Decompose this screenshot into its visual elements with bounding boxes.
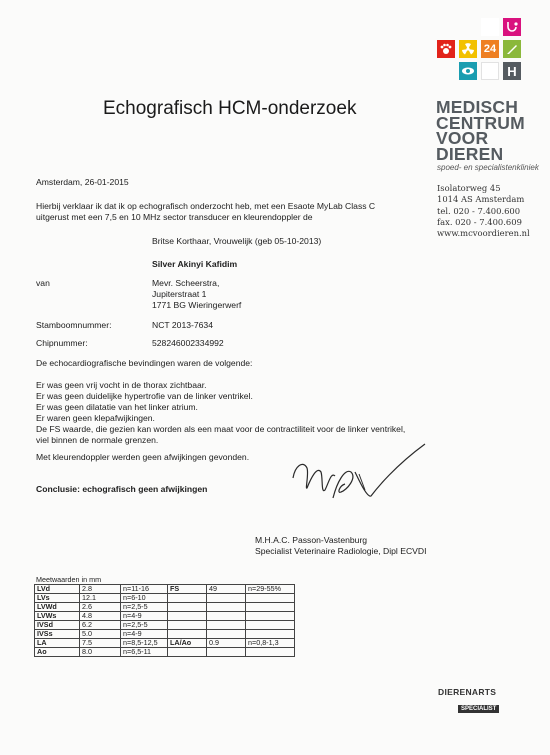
pedigree-label: Stamboomnummer: <box>36 320 112 330</box>
intro-line: Hierbij verklaar ik dat ik op echografisch onderzocht heb, met een Esaote MyLab Class C <box>36 201 376 211</box>
table-cell: 0.9 <box>207 639 246 648</box>
footer-logo-main: DIERENARTS <box>438 687 497 697</box>
table-cell: LVs <box>35 594 80 603</box>
table-cell: n=4-9 <box>121 612 168 621</box>
table-row <box>35 621 295 630</box>
table-cell <box>168 594 207 603</box>
table-cell <box>207 603 246 612</box>
signer-name: M.H.A.C. Passon-Vastenburg <box>255 535 368 545</box>
table-cell <box>168 648 207 657</box>
chip-value: 528246002334992 <box>152 338 224 348</box>
table-row <box>35 594 295 603</box>
table-caption: Meetwaarden in mm <box>36 575 102 584</box>
tile-h: H <box>503 62 521 80</box>
table-cell: 2.6 <box>80 603 121 612</box>
table-row <box>35 585 295 594</box>
finding-item: Er waren geen klepafwijkingen. <box>36 413 155 423</box>
clinic-name-line: MEDISCH <box>436 97 519 117</box>
table-cell: n=11-16 <box>121 585 168 594</box>
table-cell: LA/Ao <box>168 639 207 648</box>
place-date: Amsterdam, 26-01-2015 <box>36 177 129 187</box>
table-cell <box>246 648 295 657</box>
table-cell <box>207 612 246 621</box>
table-cell <box>168 603 207 612</box>
table-cell: 8.0 <box>80 648 121 657</box>
signer-title: Specialist Veterinaire Radiologie, Dipl ECVDI <box>255 546 427 556</box>
intro-line: uitgerust met een 7,5 en 10 MHz sector transducer en kleurendoppler de <box>36 212 313 222</box>
clinic-name <box>436 97 525 164</box>
owner-name: Mevr. Scheerstra, <box>152 278 220 288</box>
handwritten-signature <box>285 438 445 523</box>
finding-item: Er was geen dilatatie van het linker atrium. <box>36 402 198 412</box>
table-cell: 5.0 <box>80 630 121 639</box>
address-line: 1014 AS Amsterdam <box>437 194 525 205</box>
fax-line: fax. 020 - 7.400.609 <box>437 216 522 227</box>
phone-line: tel. 020 - 7.400.600 <box>437 205 521 216</box>
table-row <box>35 603 295 612</box>
table-cell <box>207 648 246 657</box>
stethoscope-icon <box>503 18 521 36</box>
table-cell: 6.2 <box>80 621 121 630</box>
pedigree-value: NCT 2013-7634 <box>152 320 213 330</box>
document-title: Echografisch HCM-onderzoek <box>103 98 357 119</box>
clinic-name-line: CENTRUM <box>436 112 525 133</box>
findings-intro: De echocardiografische bevindingen waren de volgende: <box>36 358 253 368</box>
website-line: www.mcvoordieren.nl <box>437 228 530 239</box>
empty-tile <box>481 62 499 80</box>
table-cell <box>207 594 246 603</box>
table-cell: LVd <box>35 585 80 594</box>
eye-icon <box>459 62 477 80</box>
table-row <box>35 612 295 621</box>
table-cell <box>246 612 295 621</box>
scalpel-icon <box>503 40 521 58</box>
table-cell <box>246 603 295 612</box>
conclusion: Conclusie: echografisch geen afwijkingen <box>36 484 208 494</box>
owner-street: Jupiterstraat 1 <box>152 289 207 299</box>
table-cell <box>168 621 207 630</box>
empty-tile <box>481 18 499 36</box>
address-line: Isolatorweg 45 <box>437 183 501 193</box>
table-cell: 2.8 <box>80 585 121 594</box>
table-cell: 49 <box>207 585 246 594</box>
clinic-address <box>437 183 530 239</box>
table-cell: n=8,5-12,5 <box>121 639 168 648</box>
table-cell: n=6-10 <box>121 594 168 603</box>
owner-label: van <box>36 278 50 288</box>
table-cell <box>246 594 295 603</box>
table-cell: FS <box>168 585 207 594</box>
findings-list <box>36 380 405 446</box>
table-cell: n=6,5-11 <box>121 648 168 657</box>
table-row <box>35 639 295 648</box>
table-cell <box>207 621 246 630</box>
table-cell: Ao <box>35 648 80 657</box>
doppler-line: Met kleurendoppler werden geen afwijkingen gevonden. <box>36 452 250 462</box>
table-row <box>35 648 295 657</box>
table-cell: LVWd <box>35 603 80 612</box>
clinic-logo <box>437 18 521 102</box>
table-cell <box>246 621 295 630</box>
table-cell: IVSs <box>35 630 80 639</box>
clinic-name-line: DIEREN <box>436 143 504 164</box>
measurements-table <box>34 584 295 657</box>
table-cell <box>168 612 207 621</box>
table-cell: n=2,5-5 <box>121 621 168 630</box>
owner-city: 1771 BG Wieringerwerf <box>152 300 242 310</box>
table-cell: n=2,5-5 <box>121 603 168 612</box>
table-cell: 12.1 <box>80 594 121 603</box>
finding-item: Er was geen duidelijke hypertrofie van de linker ventrikel. <box>36 391 253 401</box>
table-cell: LA <box>35 639 80 648</box>
table-cell: 7.5 <box>80 639 121 648</box>
table-cell: n=4-9 <box>121 630 168 639</box>
radiation-icon <box>459 40 477 58</box>
clinic-subtitle: spoed- en specialistenkliniek <box>437 163 539 172</box>
dierenarts-specialist-logo <box>438 687 499 715</box>
paw-icon <box>437 40 455 58</box>
finding-item: De FS waarde, die gezien kan worden als een maat voor de contractiliteit voor de linker ventrikel, <box>36 424 406 434</box>
table-cell: IVSd <box>35 621 80 630</box>
finding-item: Er was geen vrij vocht in de thorax zichtbaar. <box>36 380 207 390</box>
table-cell: n=0,8-1,3 <box>246 639 295 648</box>
table-cell: n=29-55% <box>246 585 295 594</box>
table-cell: LVWs <box>35 612 80 621</box>
clinic-name-line: VOOR <box>436 128 489 148</box>
footer-logo-sub: SPECIALIST <box>458 705 499 713</box>
table-cell: 4.8 <box>80 612 121 621</box>
animal-name: Silver Akinyi Kafidim <box>152 259 238 269</box>
breed-line: Britse Korthaar, Vrouwelijk (geb 05-10-2013) <box>152 236 322 246</box>
finding-item: viel binnen de normale grenzen. <box>36 435 159 445</box>
tile-24: 24 <box>481 40 499 58</box>
chip-label: Chipnummer: <box>36 338 88 348</box>
